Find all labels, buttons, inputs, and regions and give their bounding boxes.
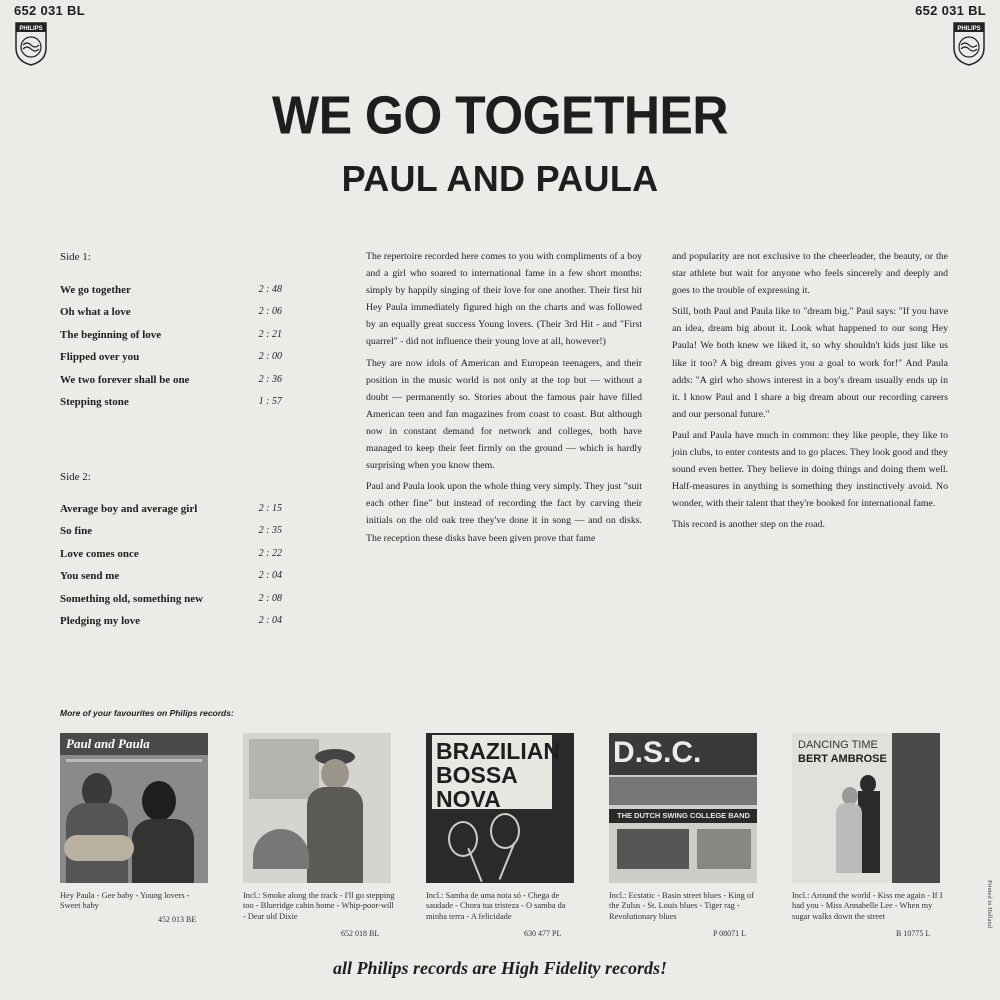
liner-notes-column-2 [672, 248, 948, 538]
album-caption: Incl.: Samba de uma nota só - Chega de saudade - Chora tua tristeza - O samba da minha terra - A felicidade [426, 891, 566, 921]
liner-notes-paragraph: They are now idols of American and European teenagers, and their position in the music world is not only at the top but — without a doubt — permanently so. Stories about the famous pair have filled American teen and fan magazines from coast to coast. But although now in constant demand for network and colleges, both have managed to keep their feet firmly on the ground — which is hardly surprising when you know them. [366, 357, 642, 472]
track-duration: 2 : 04 [258, 614, 282, 626]
logo-text: PHILIPS [19, 26, 43, 32]
liner-notes-paragraph: Paul and Paula have much in common: they like people, they like to join clubs, to enter contests and to go places. They look good and they sound even better. They believe in doing things and doing them well. Half-measures in anything is something they instinctively avoid. No wonder, with their talent that they're booked for international fame. [672, 429, 948, 510]
album-cover [60, 733, 208, 883]
liner-notes-paragraph: This record is another step on the road. [672, 519, 825, 531]
catalog-number-right: 652 031 BL [915, 3, 986, 18]
cover-title: Paul and Paula [66, 736, 150, 751]
cover-title: DANCING TIME [798, 739, 878, 751]
track-duration: 1 : 57 [258, 395, 282, 407]
cover-band: THE DUTCH SWING COLLEGE BAND [617, 811, 750, 820]
album-caption: Hey Paula - Gee baby - Young lovers - Sweet baby [60, 891, 190, 911]
liner-notes-paragraph: Still, both Paul and Paula like to "dream big." Paul says: "If you have an idea, dream big about it. Look what happened to our song Hey Paula! We both knew we liked it, so why shouldn't kids just like us like it too? A big dream gives you a goal to work for!" And Paula adds: "A girl who shows interest in a boy's dream usually ends up in it. I know Paul and I share a big dream about our recording careers and our personal future." [672, 306, 948, 420]
track-title: Something old, something new [60, 592, 204, 605]
track-row [60, 374, 282, 396]
track-duration: 2 : 48 [258, 284, 282, 295]
track-title: Stepping stone [60, 395, 129, 408]
track-row [60, 351, 282, 373]
track-title: The beginning of love [60, 328, 162, 341]
track-duration: 2 : 04 [258, 570, 282, 582]
album-title: WE GO TOGETHER [272, 84, 728, 146]
album-caption: Incl.: Ecstatic - Basin street blues - King of the Zulus - St. Louis blues - Tiger rag - Revolutionary blues [609, 891, 754, 921]
track-title: We go together [60, 284, 131, 296]
artist-name: PAUL AND PAULA [341, 158, 659, 199]
catalog-number-left: 652 031 BL [14, 3, 85, 18]
liner-notes-paragraph: Paul and Paula look upon the whole thing very simply. They just "suit each other fine" but instead of recording the fact by carving their initials on the old oak tree they've done it in song — and on disks. The reception these disks have been given prove that fame [366, 481, 642, 544]
album-catalog-number: 652 018 BL [341, 929, 380, 938]
album-caption: Incl.: Around the world - Kiss me again - If I had you - Miss Annabelle Lee - When my sugar walks down the street [792, 891, 943, 921]
album-catalog-number: B 10775 L [896, 929, 931, 938]
logo-text: PHILIPS [957, 26, 981, 32]
track-row [60, 306, 282, 328]
track-title: Pledging my love [60, 614, 141, 627]
side-1-label: Side 1: [60, 251, 91, 263]
hifi-slogan: all Philips records are High Fidelity records! [332, 958, 667, 978]
album-card [243, 733, 395, 938]
track-row [60, 284, 282, 306]
album-cover [792, 733, 940, 883]
album-cover [243, 733, 391, 883]
track-row [60, 548, 282, 570]
track-row [60, 615, 282, 637]
cover-artist: BERT AMBROSE [798, 753, 887, 765]
track-title: You send me [60, 570, 120, 583]
track-duration: 2 : 08 [258, 592, 282, 604]
cover-title: BRAZILIAN BOSSA NOVA [436, 738, 560, 812]
liner-notes-column-1 [366, 248, 642, 551]
track-duration: 2 : 21 [258, 328, 282, 340]
track-row [60, 396, 282, 418]
liner-notes-paragraph: The repertoire recorded here comes to you with compliments of a boy and a girl who soared to international fame in a few short months: simply by happily singing of their love for one another. Their first hit Hey Paula immediately figured high on the charts and was followed by an equally great success Young lovers. (Their 3rd Hit - and "First quarrel" - did not influence their young love at all, however!) [366, 251, 642, 348]
album-cover [426, 733, 574, 883]
album-catalog-number: P 08071 L [713, 929, 747, 938]
album-cover [609, 733, 757, 883]
track-title: Flipped over you [60, 351, 140, 364]
album-catalog-number: 452 013 BE [158, 915, 197, 924]
track-row [60, 593, 282, 615]
album-caption: Incl.: Smoke along the track - I'll go stepping too - Blueridge cabin home - Whip-poor-will - Dear old Dixie [243, 891, 395, 921]
album-card [609, 733, 761, 938]
track-title: We two forever shall be one [60, 373, 190, 386]
side-2-label: Side 2: [60, 471, 91, 483]
album-catalog-number: 630 477 PL [524, 929, 562, 938]
philips-logo-icon [952, 20, 986, 66]
track-row [60, 329, 282, 351]
printed-in-note: Printed in Holland [986, 880, 993, 929]
track-row [60, 503, 282, 525]
track-title: Oh what a love [60, 306, 131, 319]
side-1-tracklist [60, 284, 282, 418]
track-duration: 2 : 36 [258, 373, 282, 385]
track-duration: 2 : 35 [258, 525, 282, 537]
liner-notes-paragraph: and popularity are not exclusive to the cheerleader, the beauty, or the star athlete but wait for anyone who feels sincerely and deeply and goes to the trouble of expressing it. [672, 251, 948, 297]
album-card [792, 733, 944, 938]
cover-title: D.S.C. [613, 736, 702, 769]
track-row [60, 570, 282, 592]
philips-logo-icon [14, 20, 48, 66]
track-title: Average boy and average girl [60, 503, 198, 515]
track-title: So fine [60, 525, 93, 538]
side-2-tracklist [60, 503, 282, 637]
favourites-heading: More of your favourites on Philips records: [60, 708, 234, 718]
track-title: Love comes once [60, 547, 139, 560]
track-duration: 2 : 15 [258, 503, 282, 514]
track-duration: 2 : 22 [258, 547, 282, 559]
track-duration: 2 : 00 [258, 351, 282, 363]
track-row [60, 525, 282, 547]
album-card [426, 733, 578, 938]
album-card [60, 733, 212, 924]
track-duration: 2 : 06 [258, 306, 282, 318]
